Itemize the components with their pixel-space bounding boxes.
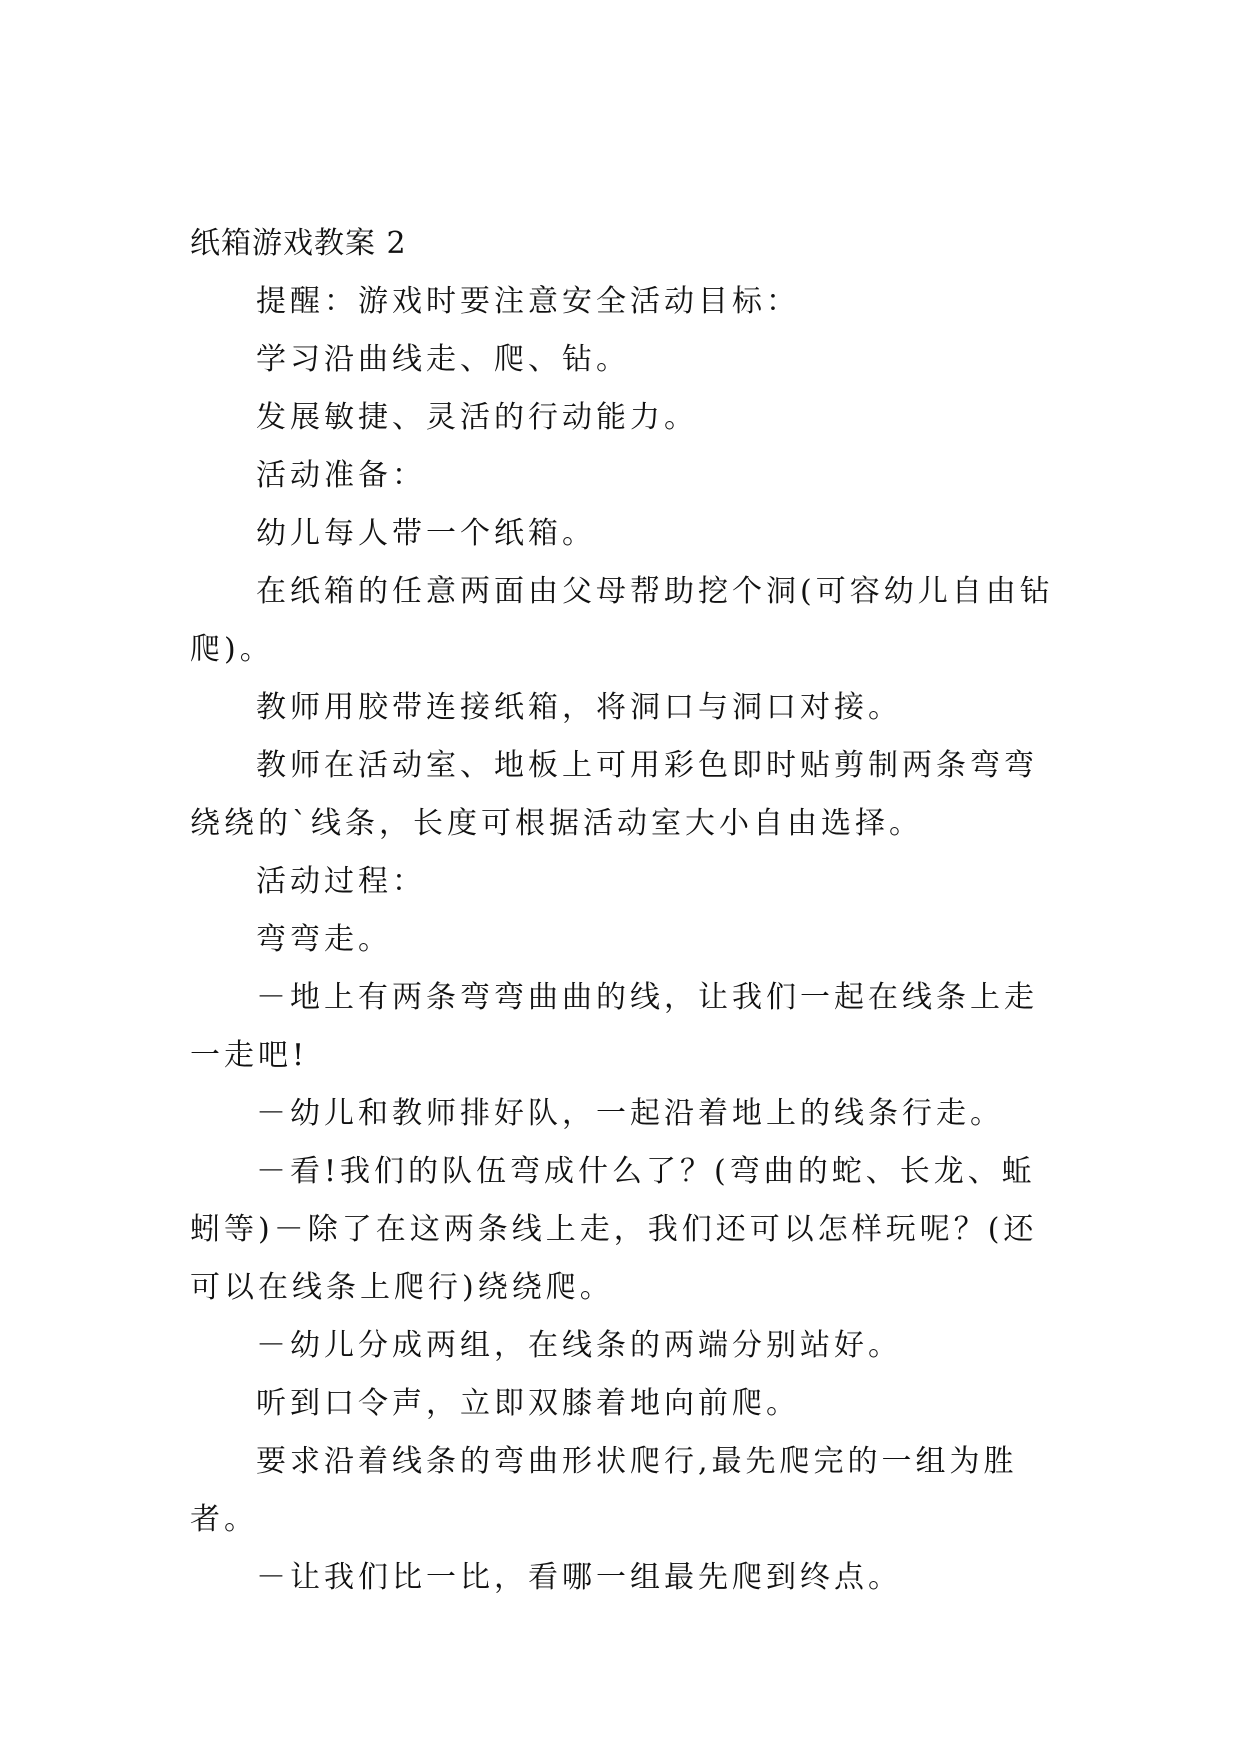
paragraph-process-heading: 活动过程： <box>256 864 426 899</box>
paragraph-preparation-1: 幼儿每人带一个纸箱。 <box>256 516 596 551</box>
paragraph-goal-1: 学习沿曲线走、爬、钻。 <box>256 342 630 377</box>
paragraph-crawl-4: －让我们比一比，看哪一组最先爬到终点。 <box>256 1560 902 1595</box>
paragraph-preparation-2: 在纸箱的任意两面由父母帮助挖个洞(可容幼儿自由钻爬)。 <box>190 574 1054 667</box>
paragraph-crawl-3: 要求沿着线条的弯曲形状爬行,最先爬完的一组为胜者。 <box>190 1444 1018 1537</box>
paragraph-walk-3: －看!我们的队伍弯成什么了？(弯曲的蛇、长龙、蚯蚓等)－除了在这两条线上走，我们还可以怎样玩呢？(还可以在线条上爬行)绕绕爬。 <box>190 1154 1038 1305</box>
paragraph-goal-2: 发展敏捷、灵活的行动能力。 <box>256 400 698 435</box>
paragraph-preparation-3: 教师用胶带连接纸箱，将洞口与洞口对接。 <box>256 690 902 725</box>
paragraph-walk-1: －地上有两条弯弯曲曲的线，让我们一起在线条上走一走吧! <box>190 980 1038 1073</box>
paragraph-preparation-heading: 活动准备： <box>256 458 426 493</box>
document-title: 纸箱游戏教案 2 <box>190 226 407 261</box>
paragraph-preparation-4: 教师在活动室、地板上可用彩色即时贴剪制两条弯弯绕绕的`线条，长度可根据活动室大小自由选择。 <box>190 748 1038 841</box>
document-page <box>190 215 1060 1607</box>
paragraph-reminder: 提醒：游戏时要注意安全活动目标： <box>256 284 800 319</box>
paragraph-walk-2: －幼儿和教师排好队，一起沿着地上的线条行走。 <box>256 1096 1004 1131</box>
paragraph-crawl-2: 听到口令声，立即双膝着地向前爬。 <box>256 1386 800 1421</box>
paragraph-step-walk: 弯弯走。 <box>256 922 392 957</box>
paragraph-crawl-1: －幼儿分成两组，在线条的两端分别站好。 <box>256 1328 902 1363</box>
